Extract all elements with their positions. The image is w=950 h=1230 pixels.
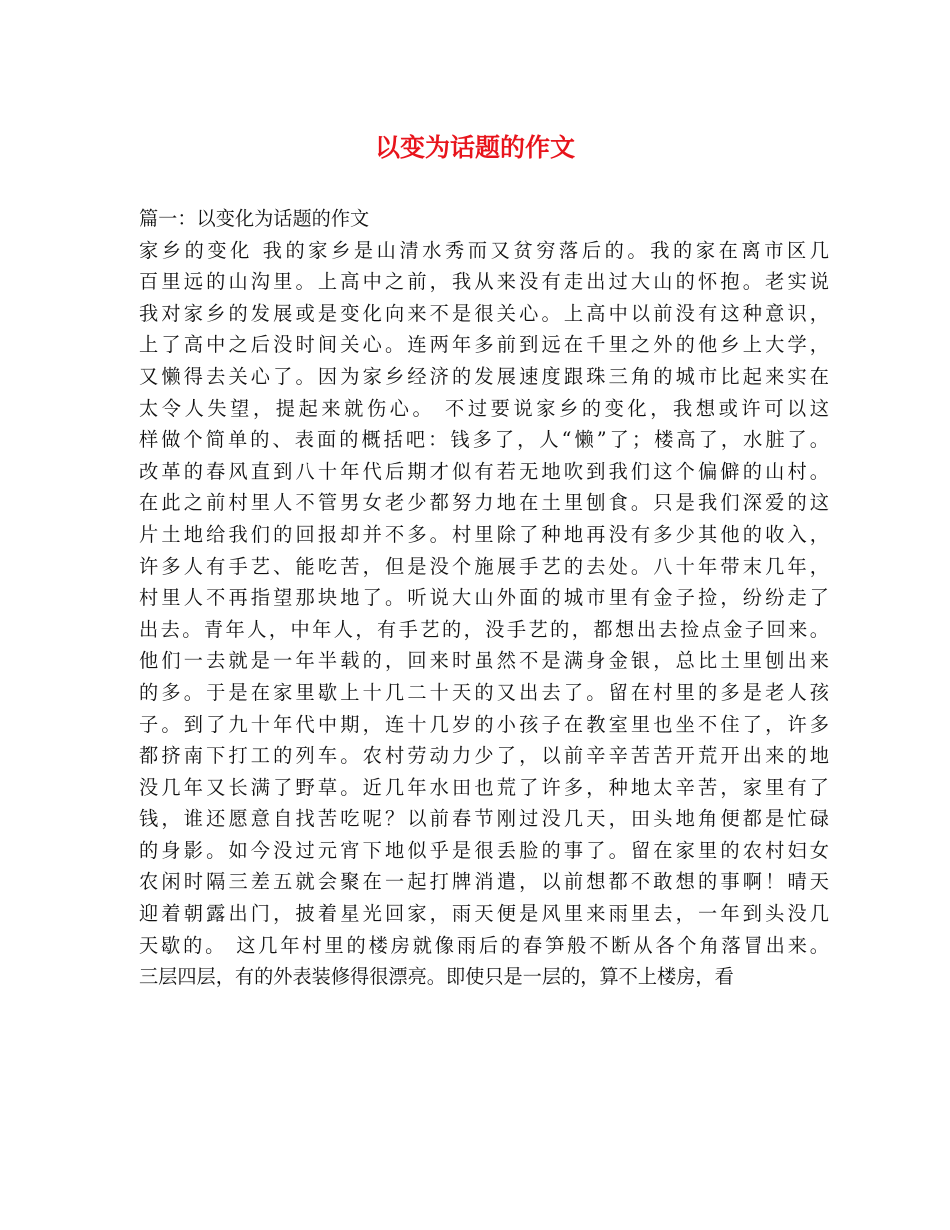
text-line: 天歇的。 这几年村里的楼房就像雨后的春笋般不断从各个角落冒出来。	[139, 933, 829, 957]
text-line: 他们一去就是一年半载的，回来时虽然不是满身金银，总比土里刨出来	[139, 649, 829, 673]
text-line: 三层四层，有的外表装修得很漂亮。即使只是一层的，算不上楼房，看	[139, 965, 734, 989]
text-line: 在此之前村里人不管男女老少都努力地在土里刨食。只是我们深爱的这	[139, 491, 829, 515]
text-line: 的多。于是在家里歇上十几二十天的又出去了。留在村里的多是老人孩	[139, 680, 829, 704]
text-line: 上了高中之后没时间关心。连两年多前到远在千里之外的他乡上大学，	[139, 333, 829, 357]
text-line: 没几年又长满了野草。近几年水田也荒了许多，种地太辛苦，家里有了	[139, 775, 829, 799]
text-line: 百里远的山沟里。上高中之前，我从来没有走出过大山的怀抱。老实说	[139, 270, 829, 294]
text-line: 钱，谁还愿意自找苦吃呢？以前春节刚过没几天，田头地角便都是忙碌	[139, 807, 829, 831]
text-line: 的身影。如今没过元宵下地似乎是很丢脸的事了。留在家里的农村妇女	[139, 838, 829, 862]
text-line: 出去。青年人，中年人，有手艺的，没手艺的，都想出去捡点金子回来。	[139, 617, 829, 641]
text-line: 又懒得去关心了。因为家乡经济的发展速度跟珠三角的城市比起来实在	[139, 364, 829, 388]
text-line: 村里人不再指望那块地了。听说大山外面的城市里有金子捡，纷纷走了	[139, 586, 829, 610]
document-body	[139, 203, 829, 993]
text-line: 家乡的变化 我的家乡是山清水秀而又贫穷落后的。我的家在离市区几	[139, 238, 829, 262]
text-line: 太令人失望，提起来就伤心。 不过要说家乡的变化，我想或许可以这	[139, 396, 829, 420]
text-line: 改革的春风直到八十年代后期才似有若无地吹到我们这个偏僻的山村。	[139, 459, 829, 483]
document-title: 以变为话题的作文	[374, 133, 575, 162]
text-line: 样做个简单的、表面的概括吧：钱多了，人“懒”了；楼高了，水脏了。	[139, 428, 829, 452]
text-line: 子。到了九十年代中期，连十几岁的小孩子在教室里也坐不住了，许多	[139, 712, 829, 736]
text-line: 迎着朝露出门，披着星光回家，雨天便是风里来雨里去，一年到头没几	[139, 902, 829, 926]
text-line: 许多人有手艺、能吃苦，但是没个施展手艺的去处。八十年带末几年，	[139, 554, 829, 578]
text-line: 都挤南下打工的列车。农村劳动力少了，以前辛辛苦苦开荒开出来的地	[139, 744, 829, 768]
text-line: 农闲时隔三差五就会聚在一起打牌消遣，以前想都不敢想的事啊！晴天	[139, 870, 829, 894]
text-line: 片土地给我们的回报却并不多。村里除了种地再没有多少其他的收入，	[139, 522, 829, 546]
section-heading: 篇一：以变化为话题的作文	[139, 207, 370, 230]
text-line: 我对家乡的发展或是变化向来不是很关心。上高中以前没有这种意识，	[139, 301, 829, 325]
